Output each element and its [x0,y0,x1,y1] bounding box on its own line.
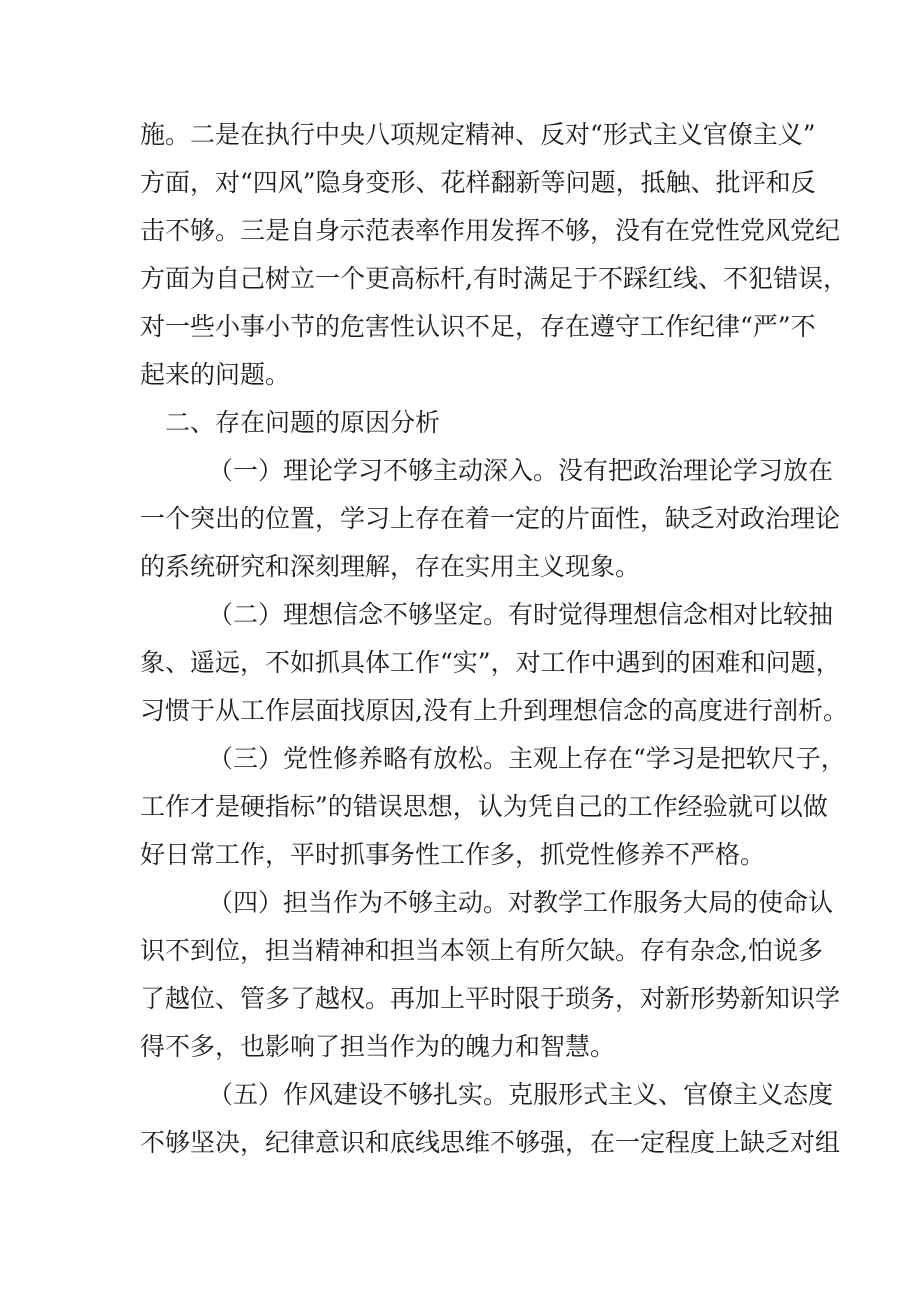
body-line: 方面为自己树立一个更高标杆,有时满足于不踩红线、不犯错误， [140,264,848,293]
body-line: （一）理论学习不够主动深入。没有把政治理论学习放在 [208,456,834,485]
section-heading: 二、存在问题的原因分析 [165,408,441,437]
body-line: （三）党性修养略有放松。主观上存在“学习是把软尺子， [208,744,846,773]
body-line: 一个突出的位置，学习上存在着一定的片面性，缺乏对政治理论 [140,504,841,533]
body-line: 工作才是硬指标”的错误思想，认为凭自己的工作经验就可以做 [140,792,828,821]
body-line: 击不够。三是自身示范表率作用发挥不够，没有在党性党风党纪 [140,216,841,245]
body-line: 施。二是在执行中央八项规定精神、反对“形式主义官僚主义” [140,120,816,149]
body-line: 起来的问题。 [140,360,291,389]
body-line: 的系统研究和深刻理解，存在实用主义现象。 [140,552,641,581]
body-line: 不够坚决，纪律意识和底线思维不够强，在一定程度上缺乏对组 [140,1128,841,1157]
body-line: 了越位、管多了越权。再加上平时限于琐务，对新形势新知识学 [140,984,841,1013]
body-line: 识不到位，担当精神和担当本领上有所欠缺。存有杂念,怕说多 [140,936,823,965]
body-line: 方面，对“四风”隐身变形、花样翻新等问题，抵触、批评和反 [140,168,816,197]
body-line: 象、遥远，不如抓具体工作“实”，对工作中遇到的困难和问题， [140,648,841,677]
body-line: 对一些小事小节的危害性认识不足，存在遵守工作纪律“严”不 [140,312,816,341]
body-line: （五）作风建设不够扎实。克服形式主义、官僚主义态度 [208,1080,834,1109]
body-line: 习惯于从工作层面找原因,没有上升到理想信念的高度进行剖析。 [140,696,848,725]
body-line: 得不多，也影响了担当作为的魄力和智慧。 [140,1032,616,1061]
body-line: （二）理想信念不够坚定。有时觉得理想信念相对比较抽 [208,600,834,629]
body-line: （四）担当作为不够主动。对教学工作服务大局的使命认 [208,888,834,917]
body-line: 好日常工作，平时抓事务性工作多，抓党性修养不严格。 [140,840,766,869]
